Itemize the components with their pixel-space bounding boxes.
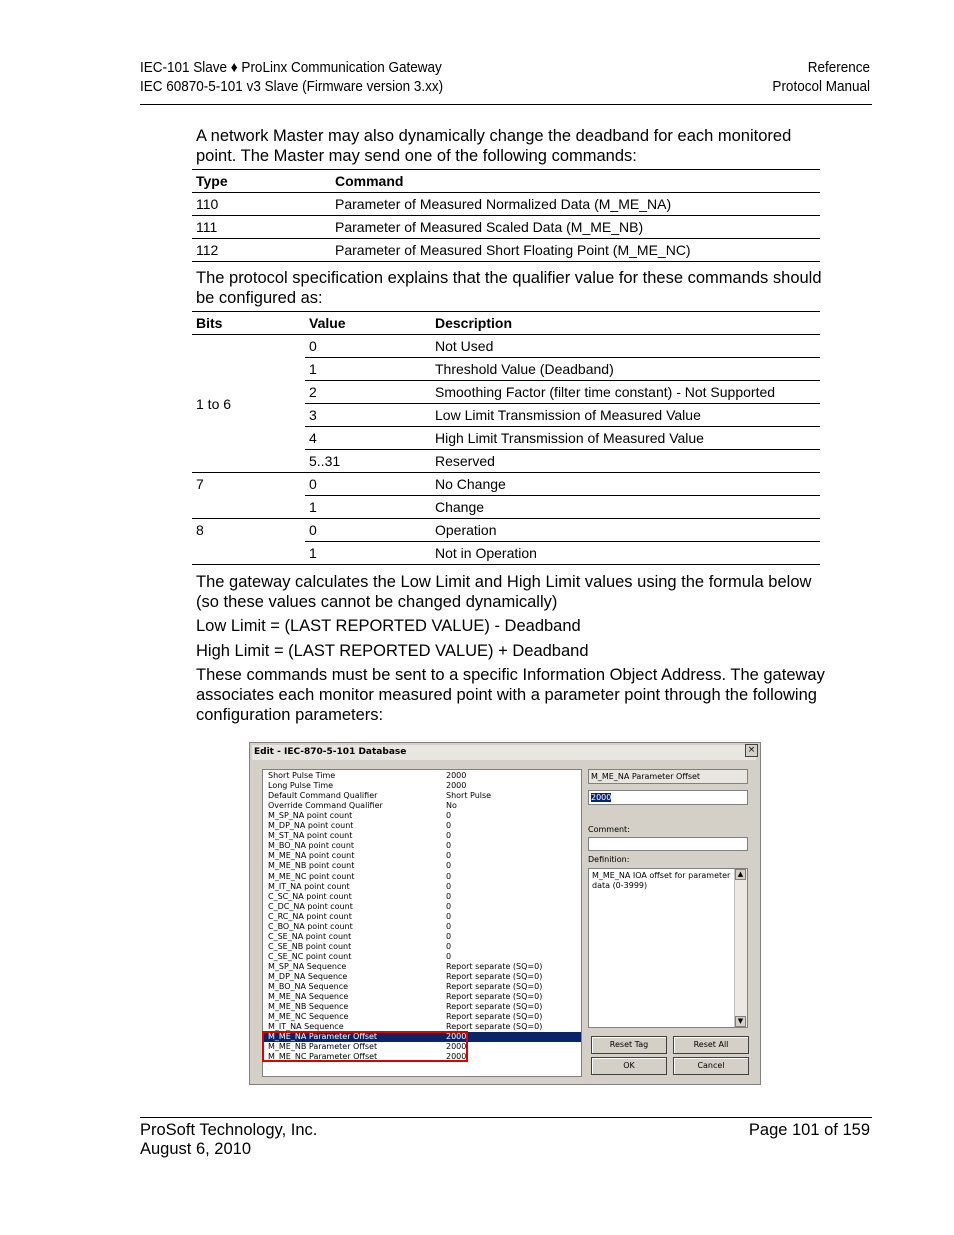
bits-cell: 7 (192, 473, 305, 519)
value-cell: 0 (305, 473, 431, 496)
parameter-name: M_DP_NA Sequence (268, 972, 348, 981)
reset-tag-button[interactable]: Reset Tag (591, 1036, 667, 1054)
parameter-name: M_ME_NB point count (268, 861, 355, 871)
description-cell: High Limit Transmission of Measured Value (431, 427, 820, 450)
type-cell: 110 (192, 193, 331, 216)
parameter-name: Override Command Qualifier (268, 801, 383, 811)
list-item[interactable] (263, 781, 581, 791)
list-item[interactable] (263, 922, 581, 932)
parameter-value: Report separate (SQ=0) (446, 1002, 543, 1012)
list-item[interactable] (263, 811, 581, 821)
parameter-name: M_ME_NC point count (268, 871, 355, 881)
parameter-name: M_ST_NA point count (268, 831, 353, 841)
close-icon[interactable]: × (745, 744, 758, 757)
list-item[interactable] (263, 912, 581, 922)
scroll-down-icon[interactable]: ▼ (735, 1016, 746, 1027)
cancel-button[interactable]: Cancel (673, 1057, 749, 1075)
parameter-value: 0 (446, 901, 452, 911)
col-header-command: Command (331, 170, 820, 193)
parameter-value: Report separate (SQ=0) (446, 982, 543, 992)
parameter-value: Short Pulse (446, 791, 492, 801)
parameter-value: 0 (446, 941, 452, 951)
parameter-value: Report separate (SQ=0) (446, 972, 543, 981)
list-item[interactable] (263, 902, 581, 912)
header-subtitle: IEC 60870-5-101 v3 Slave (Firmware version 3.xx) (140, 78, 444, 95)
footer-page-number: Page 101 of 159 (748, 1121, 870, 1139)
command-table (192, 169, 820, 262)
definition-text: M_ME_NA IOA offset for parameter data (0-3999) (592, 871, 731, 890)
list-item[interactable] (263, 831, 581, 841)
description-cell: Reserved (431, 450, 820, 473)
parameter-value: 0 (446, 831, 452, 841)
parameter-name: C_BO_NA point count (268, 921, 353, 931)
bits-cell: 1 to 6 (192, 335, 305, 473)
parameter-name: M_ME_NB Sequence (268, 1002, 349, 1012)
parameter-value: 0 (446, 851, 452, 861)
description-cell: Change (431, 496, 820, 519)
header-left (140, 58, 518, 96)
edit-database-dialog (249, 742, 761, 1085)
scroll-up-icon[interactable]: ▲ (735, 869, 746, 880)
parameter-value: 0 (446, 891, 452, 901)
description-cell: Low Limit Transmission of Measured Value (431, 404, 820, 427)
header-rule (140, 104, 872, 105)
list-item[interactable] (263, 841, 581, 851)
parameter-name: Default Command Qualifier (268, 791, 378, 801)
value-cell: 1 (305, 358, 431, 381)
parameter-value: 0 (446, 811, 452, 821)
description-cell: Threshold Value (Deadband) (431, 358, 820, 381)
selected-parameter-name: M_ME_NA Parameter Offset (588, 769, 748, 784)
table-row (192, 239, 820, 262)
list-item[interactable] (263, 942, 581, 952)
header-section: Reference (807, 59, 870, 76)
parameter-name: Long Pulse Time (268, 781, 334, 791)
parameter-value: 0 (446, 931, 452, 941)
definition-box (588, 868, 748, 1028)
command-cell: Parameter of Measured Normalized Data (M_ME_NA) (331, 193, 820, 216)
description-cell: Smoothing Factor (filter time constant) - Not Supported (431, 381, 820, 404)
command-cell: Parameter of Measured Scaled Data (M_ME_NB) (331, 216, 820, 239)
list-item[interactable] (263, 952, 581, 962)
low-limit-formula: Low Limit = (LAST REPORTED VALUE) - Deadband (196, 617, 581, 635)
list-item[interactable] (263, 872, 581, 882)
parameter-value: 2000 (446, 1052, 467, 1062)
header-manual: Protocol Manual (772, 78, 870, 95)
value-cell: 2 (305, 381, 431, 404)
description-cell: No Change (431, 473, 820, 496)
parameter-value: 0 (446, 821, 452, 831)
list-item[interactable] (263, 962, 581, 972)
list-item[interactable] (263, 791, 581, 801)
list-item[interactable] (263, 932, 581, 942)
parameter-name: C_SC_NA point count (268, 891, 352, 901)
parameter-name: M_IT_NA point count (268, 881, 350, 891)
comment-label: Comment: (588, 825, 630, 834)
value-cell: 1 (305, 542, 431, 565)
parameter-value: 0 (446, 911, 452, 921)
definition-label: Definition: (588, 855, 630, 864)
parameter-name: C_SE_NA point count (268, 931, 352, 941)
dialog-title-bar (252, 745, 756, 760)
parameter-value-input[interactable] (588, 790, 748, 805)
list-item[interactable] (263, 851, 581, 861)
comment-input[interactable] (588, 837, 748, 851)
intro-paragraph: A network Master may also dynamically change the deadband for each monitored point. The Master may send one of the following commands: (196, 127, 792, 165)
parameter-name: M_ME_NA Sequence (268, 992, 349, 1002)
parameter-name: M_IT_NA Sequence (268, 1022, 344, 1032)
list-item[interactable] (263, 1002, 581, 1012)
list-item[interactable] (263, 801, 581, 811)
parameter-value: Report separate (SQ=0) (446, 1012, 543, 1022)
highlight-box (262, 1031, 468, 1062)
parameter-value: 0 (446, 951, 452, 961)
parameter-value: 2000 (446, 1032, 467, 1042)
reset-all-button[interactable]: Reset All (673, 1036, 749, 1054)
parameter-value: Report separate (SQ=0) (446, 961, 543, 971)
bits-cell: 8 (192, 519, 305, 565)
parameter-name: M_DP_NA point count (268, 821, 354, 831)
high-limit-formula: High Limit = (LAST REPORTED VALUE) + Deadband (196, 642, 589, 660)
value-cell: 3 (305, 404, 431, 427)
parameter-name: Short Pulse Time (268, 771, 336, 780)
parameter-name: M_SP_NA point count (268, 811, 353, 821)
parameter-name: C_DC_NA point count (268, 901, 353, 911)
col-header-bits: Bits (192, 312, 305, 335)
list-item[interactable] (263, 821, 581, 831)
footer-left (140, 1121, 317, 1159)
calc-paragraph: The gateway calculates the Low Limit and High Limit values using the formula below (so these values cannot be changed dynamically) (196, 573, 812, 611)
description-cell: Not Used (431, 335, 820, 358)
parameter-name: M_ME_NA Parameter Offset (268, 1032, 378, 1042)
table-row (192, 519, 820, 542)
parameter-name: M_SP_NA Sequence (268, 961, 347, 971)
parameter-value: 0 (446, 871, 452, 881)
type-cell: 112 (192, 239, 331, 262)
parameter-value: 2000 (446, 771, 467, 780)
table-row (192, 193, 820, 216)
description-cell: Operation (431, 519, 820, 542)
value-cell: 0 (305, 335, 431, 358)
parameter-value: Report separate (SQ=0) (446, 992, 543, 1002)
list-item[interactable] (263, 1012, 581, 1022)
type-cell: 111 (192, 216, 331, 239)
value-cell: 5..31 (305, 450, 431, 473)
parameter-value: Report separate (SQ=0) (446, 1022, 543, 1032)
spec-paragraph: The protocol specification explains that the qualifier value for these commands should be configured as: (196, 269, 822, 307)
parameter-value: 2000 (446, 781, 467, 791)
parameter-value: 2000 (446, 1042, 467, 1052)
list-item[interactable] (263, 892, 581, 902)
list-item[interactable] (263, 992, 581, 1002)
header-product: IEC-101 Slave ♦ ProLinx Communication Gateway (140, 59, 442, 76)
command-cell: Parameter of Measured Short Floating Point (M_ME_NC) (331, 239, 820, 262)
list-item[interactable] (263, 972, 581, 982)
dialog-title: Edit - IEC-870-5-101 Database (254, 747, 407, 757)
parameter-name: M_ME_NA point count (268, 851, 355, 861)
parameter-value: 0 (446, 841, 452, 851)
footer-company: ProSoft Technology, Inc. (140, 1121, 318, 1139)
parameter-value: 0 (446, 881, 452, 891)
parameter-value: No (446, 801, 457, 811)
parameter-name: M_ME_NC Parameter Offset (268, 1052, 378, 1062)
col-header-type: Type (192, 170, 331, 193)
value-cell: 1 (305, 496, 431, 519)
list-item[interactable] (263, 982, 581, 992)
table-row (192, 473, 820, 496)
value-cell: 0 (305, 519, 431, 542)
col-header-description: Description (431, 312, 820, 335)
qualifier-table (192, 311, 820, 565)
list-item[interactable] (263, 882, 581, 892)
value-cell: 4 (305, 427, 431, 450)
parameter-name: M_BO_NA Sequence (268, 982, 349, 992)
definition-scrollbar[interactable] (734, 869, 747, 1027)
table-row (192, 335, 820, 358)
table-row (192, 216, 820, 239)
parameter-name: M_ME_NC Sequence (268, 1012, 349, 1022)
parameter-name: C_SE_NC point count (268, 951, 352, 961)
parameter-name: C_SE_NB point count (268, 941, 352, 951)
header-right (690, 58, 870, 96)
footer-rule (140, 1117, 872, 1118)
footer-date: August 6, 2010 (140, 1140, 252, 1158)
ok-button[interactable]: OK (591, 1057, 667, 1075)
col-header-value: Value (305, 312, 431, 335)
parameter-name: M_ME_NB Parameter Offset (268, 1042, 378, 1052)
list-item[interactable] (263, 771, 581, 781)
parameter-value: 2000 (591, 793, 612, 802)
ioa-paragraph: These commands must be sent to a specific Information Object Address. The gateway associates each monitor measured point with a parameter point through the following configuration parameters: (196, 666, 825, 724)
parameter-name: C_RC_NA point count (268, 911, 352, 921)
list-item[interactable] (263, 861, 581, 871)
parameter-name: M_BO_NA point count (268, 841, 355, 851)
parameter-value: 0 (446, 861, 452, 871)
description-cell: Not in Operation (431, 542, 820, 565)
parameter-value: 0 (446, 921, 452, 931)
